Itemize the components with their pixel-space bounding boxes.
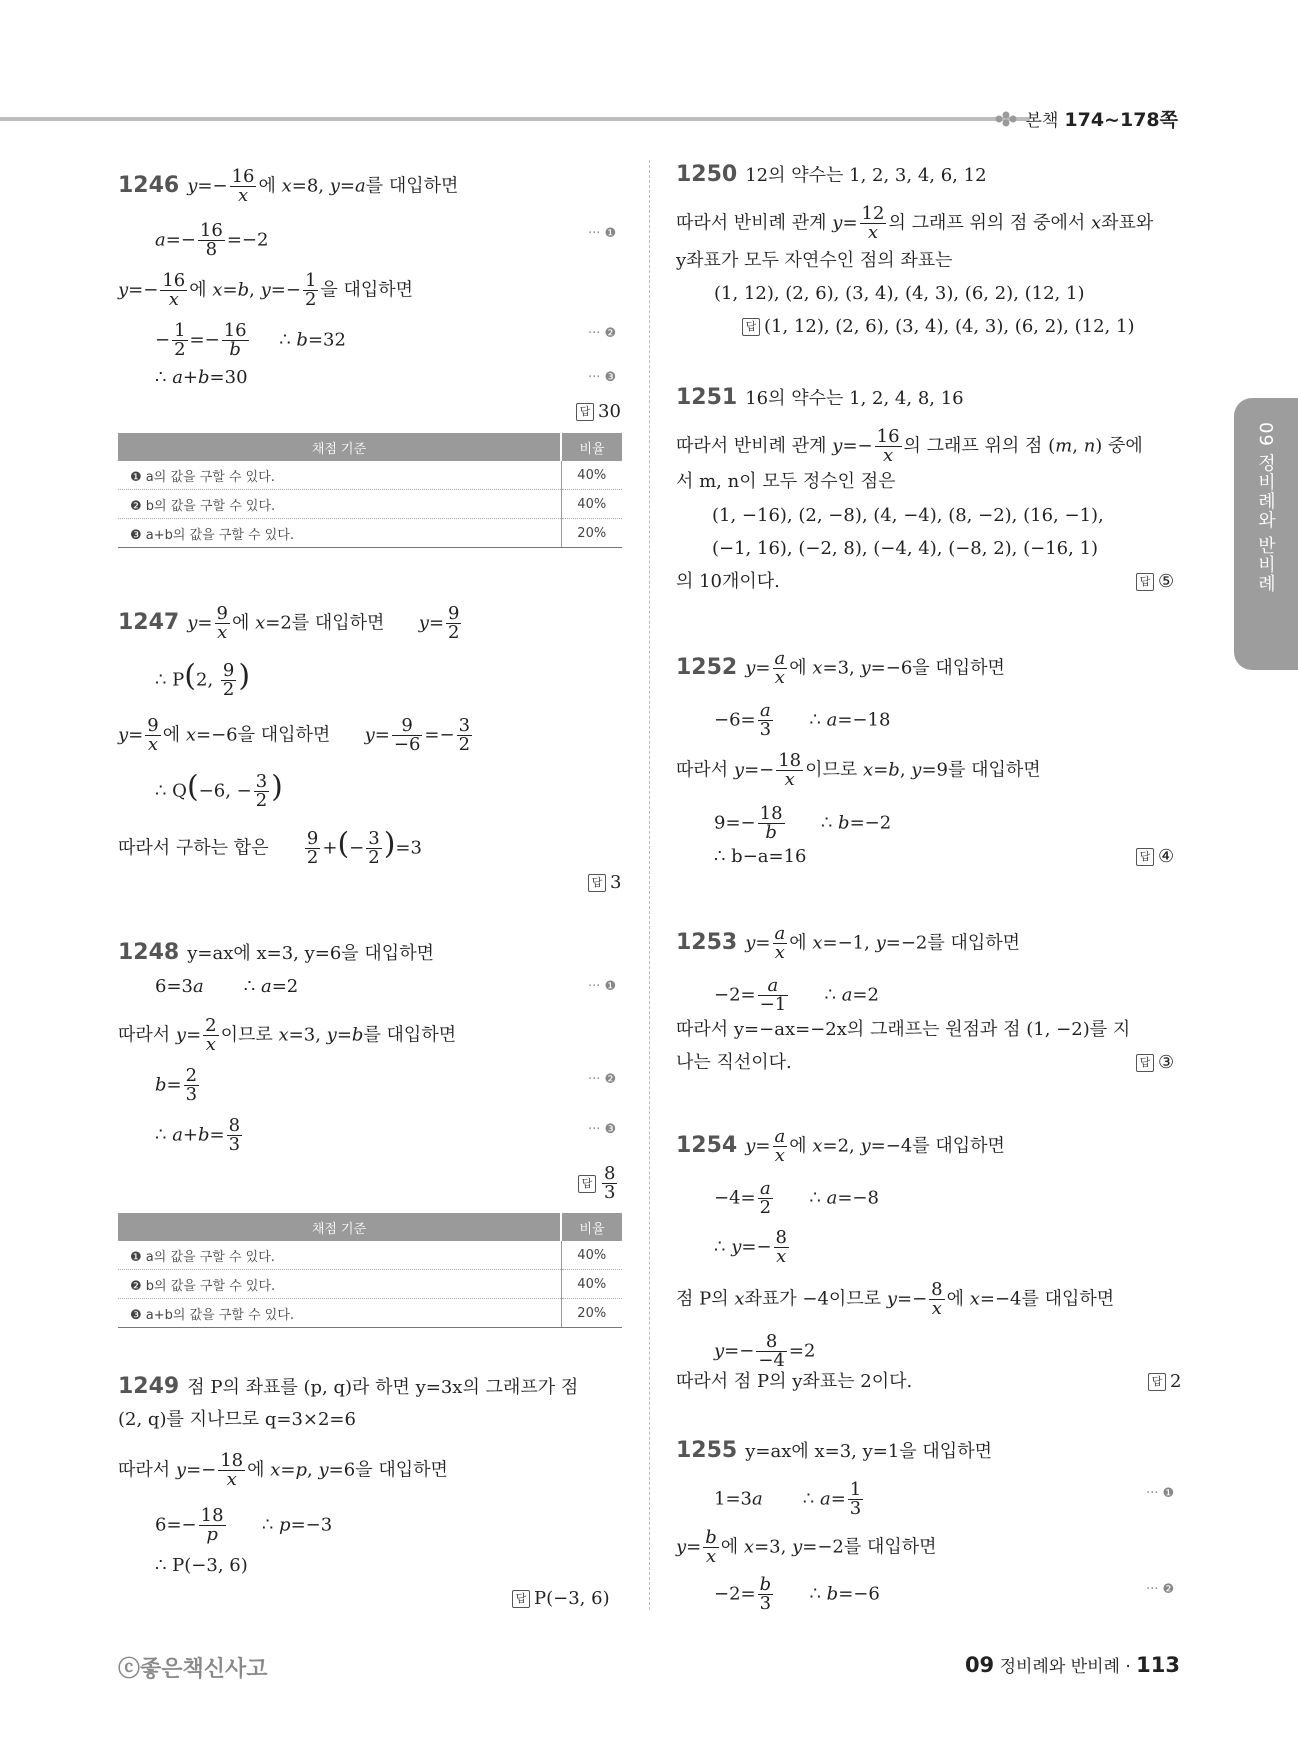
problem-1253-line1: 1253 y= $\frac{a}{x}$ 에 x=−1, y=−2를 대입하면 (676, 923, 1021, 963)
problem-1253-line3: 따라서 y=−ax=−2x의 그래프는 원점과 점 (1, −2)를 지 (676, 1019, 1131, 1040)
problem-1247-line1: 1247 y= $\frac{9}{x}$ 에 x=2를 대입하면 y= $\frac{9}{2}$ (118, 603, 460, 643)
answer-icon: 답 (512, 1590, 530, 1608)
problem-1252-line2: −6= $\frac{a}{3}$ ∴ a=−18 (714, 700, 891, 740)
problem-1247-line2: ∴ P(2, $\frac{9}{2}$ ) (155, 658, 251, 700)
step-marker-3: ··· ❸ (588, 370, 617, 385)
problem-1250-points: (1, 12), (2, 6), (3, 4), (4, 3), (6, 2), (12, 1) (714, 283, 1085, 304)
header-rule (0, 117, 1030, 121)
problem-1252-line5: ∴ b−a=16 (714, 846, 807, 867)
problem-1248-line1: 1248 y=ax에 x=3, y=6을 대입하면 (118, 940, 434, 965)
problem-1251-points2: (−1, 16), (−2, 8), (−4, 4), (−8, 2), (−16, 1) (712, 538, 1099, 559)
problem-1254-line1: 1254 y= $\frac{a}{x}$ 에 x=2, y=−4를 대입하면 (676, 1126, 1005, 1166)
problem-1252-line4: 9=− $\frac{18}{b}$ ∴ b=−2 (714, 803, 892, 843)
scoring-table-1246: 채점 기준 비율 ❶ a의 값을 구할 수 있다. 40% ❷ b의 값을 구할 수 있다. 40% ❸ a+b의 값을 구할 수 있다. 20% (118, 433, 622, 548)
problem-1249-line2: (2, q)를 지나므로 q=3×2=6 (118, 1409, 356, 1430)
problem-1253-line4: 나는 직선이다. (676, 1052, 792, 1073)
problem-1255-line1: 1255 y=ax에 x=3, y=1을 대입하면 (676, 1438, 992, 1463)
problem-1251-points1: (1, −16), (2, −8), (4, −4), (8, −2), (16, −1), (712, 505, 1104, 526)
problem-1249-line4: 6=− $\frac{18}{p}$ ∴ p=−3 (155, 1505, 333, 1545)
problem-1255-line3: y= $\frac{b}{x}$ 에 x=3, y=−2를 대입하면 (676, 1527, 937, 1567)
answer-1252: 답 ④ (1136, 846, 1174, 867)
chapter-side-tab[interactable]: 09 정비례와 반비례 (1234, 398, 1298, 670)
problem-1249-line5: ∴ P(−3, 6) (155, 1555, 248, 1576)
answer-1248: 답 $\frac{8}{3}$ (578, 1165, 619, 1202)
answer-icon: 답 (588, 874, 606, 892)
answer-1251: 답 ⑤ (1136, 571, 1174, 592)
problem-1246-line5: ∴ a+b=30 (155, 367, 248, 388)
answer-icon: 답 (578, 1175, 596, 1193)
step-marker-1: ··· ❶ (588, 226, 617, 241)
problem-1251-line3: 서 m, n이 모두 정수인 점은 (676, 471, 896, 492)
problem-1246-line3: y=− $\frac{16}{x}$ 에 x=b, y=− $\frac{1}{2}$ 을 대입하면 (118, 270, 414, 310)
problem-1250-line2: 따라서 반비례 관계 y= $\frac{12}{x}$ 의 그래프 위의 점 중에서 x좌표와 (676, 203, 1154, 243)
answer-icon: 답 (1136, 848, 1154, 866)
scoring-table-1248: 채점 기준 비율 ❶ a의 값을 구할 수 있다. 40% ❷ b의 값을 구할 수 있다. 40% ❸ a+b의 값을 구할 수 있다. 20% (118, 1213, 622, 1328)
problem-1246-line2: a=− $\frac{16}{8}$ =−2 (155, 220, 269, 260)
problem-1254-line4: 점 P의 x좌표가 −4이므로 y=− $\frac{8}{x}$ 에 x=−4를 대입하면 (676, 1279, 1115, 1319)
answer-icon: 답 (742, 318, 760, 336)
problem-1254-line3: ∴ y=− $\frac{8}{x}$ (714, 1227, 787, 1267)
publisher-logo: ⓒ좋은책신사고 (118, 1657, 268, 1682)
answer-1247: 답 3 (588, 872, 621, 893)
answer-icon: 답 (1136, 573, 1154, 591)
page-number: 113 (1136, 1653, 1180, 1677)
problem-1250-line3: y좌표가 모두 자연수인 점의 좌표는 (676, 250, 953, 271)
flower-icon (994, 110, 1020, 128)
answer-1253: 답 ③ (1136, 1052, 1174, 1073)
problem-1254-line5: y=− $\frac{8}{-4}$ =2 (714, 1331, 816, 1371)
problem-1248-line5: ∴ a+b= $\frac{8}{3}$ (155, 1115, 241, 1155)
answer-icon: 답 (576, 403, 594, 421)
answer-icon: 답 (1136, 1054, 1154, 1072)
step-marker-3: ··· ❸ (588, 1122, 617, 1137)
step-marker-2: ··· ❷ (1146, 1582, 1175, 1597)
problem-1249-line1: 1249 점 P의 좌표를 (p, q)라 하면 y=3x의 그래프가 점 (118, 1374, 579, 1399)
problem-1252-line3: 따라서 y=− $\frac{18}{x}$ 이므로 x=b, y=9를 대입하면 (676, 750, 1041, 790)
problem-1254-line6: 따라서 점 P의 y좌표는 2이다. (676, 1371, 913, 1392)
problem-1255-line4: −2= $\frac{b}{3}$ ∴ b=−6 (714, 1574, 880, 1614)
answer-1246: 답 30 (576, 401, 621, 422)
problem-1249-line3: 따라서 y=− $\frac{18}{x}$ 에 x=p, y=6을 대입하면 (118, 1450, 448, 1490)
problem-1251-line4: 의 10개이다. (676, 571, 780, 592)
problem-1251-line1: 1251 16의 약수는 1, 2, 4, 8, 16 (676, 385, 964, 410)
problem-1246-line1: 1246 y=− $\frac{16}{x}$ 에 x=8, y=a를 대입하면 (118, 166, 459, 206)
problem-1247-line3: y= $\frac{9}{x}$ 에 x=−6을 대입하면 y= $\frac{9}{-6}$ =− $\frac{3}{2}$ (118, 715, 471, 755)
problem-1246-line4: − $\frac{1}{2}$ =− $\frac{16}{b}$ ∴ b=32 (155, 320, 346, 360)
problem-1248-line4: b= $\frac{2}{3}$ (155, 1065, 198, 1105)
step-marker-2: ··· ❷ (588, 326, 617, 341)
problem-1250-line1: 1250 12의 약수는 1, 2, 3, 4, 6, 12 (676, 162, 987, 187)
step-marker-2: ··· ❷ (588, 1072, 617, 1087)
page-header (994, 105, 1178, 132)
problem-1251-line2: 따라서 반비례 관계 y=− $\frac{16}{x}$ 의 그래프 위의 점 (m, n) 중에 (676, 426, 1143, 466)
page-footer: 09 정비례와 반비례 · 113 (964, 1653, 1180, 1677)
header-label: 본책 (1025, 111, 1059, 131)
step-marker-1: ··· ❶ (588, 979, 617, 994)
problem-1247-line5: 따라서 구하는 합은 $\frac{9}{2}$ +(− $\frac{3}{2}$ )=3 (118, 826, 422, 868)
problem-1254-line2: −4= $\frac{a}{2}$ ∴ a=−8 (714, 1178, 879, 1218)
answer-1249: 답 P(−3, 6) (512, 1588, 610, 1609)
header-pages: 174~178쪽 (1064, 109, 1178, 131)
problem-1247-line4: ∴ Q(−6, − $\frac{3}{2}$ ) (155, 769, 283, 811)
answer-1254: 답 2 (1148, 1371, 1181, 1392)
problem-1253-line2: −2= $\frac{a}{-1}$ ∴ a=2 (714, 975, 879, 1015)
step-marker-1: ··· ❶ (1146, 1486, 1175, 1501)
problem-1248-line3: 따라서 y= $\frac{2}{x}$ 이므로 x=3, y=b를 대입하면 (118, 1015, 457, 1055)
problem-1255-line2: 1=3a ∴ a= $\frac{1}{3}$ (714, 1479, 862, 1519)
answer-1250: 답 (1, 12), (2, 6), (3, 4), (4, 3), (6, 2), (12, 1) (742, 316, 1134, 337)
answer-icon: 답 (1148, 1373, 1166, 1391)
column-divider (649, 160, 650, 1610)
problem-1248-line2: 6=3a ∴ a=2 (155, 976, 299, 997)
problem-1252-line1: 1252 y= $\frac{a}{x}$ 에 x=3, y=−6을 대입하면 (676, 648, 1005, 688)
